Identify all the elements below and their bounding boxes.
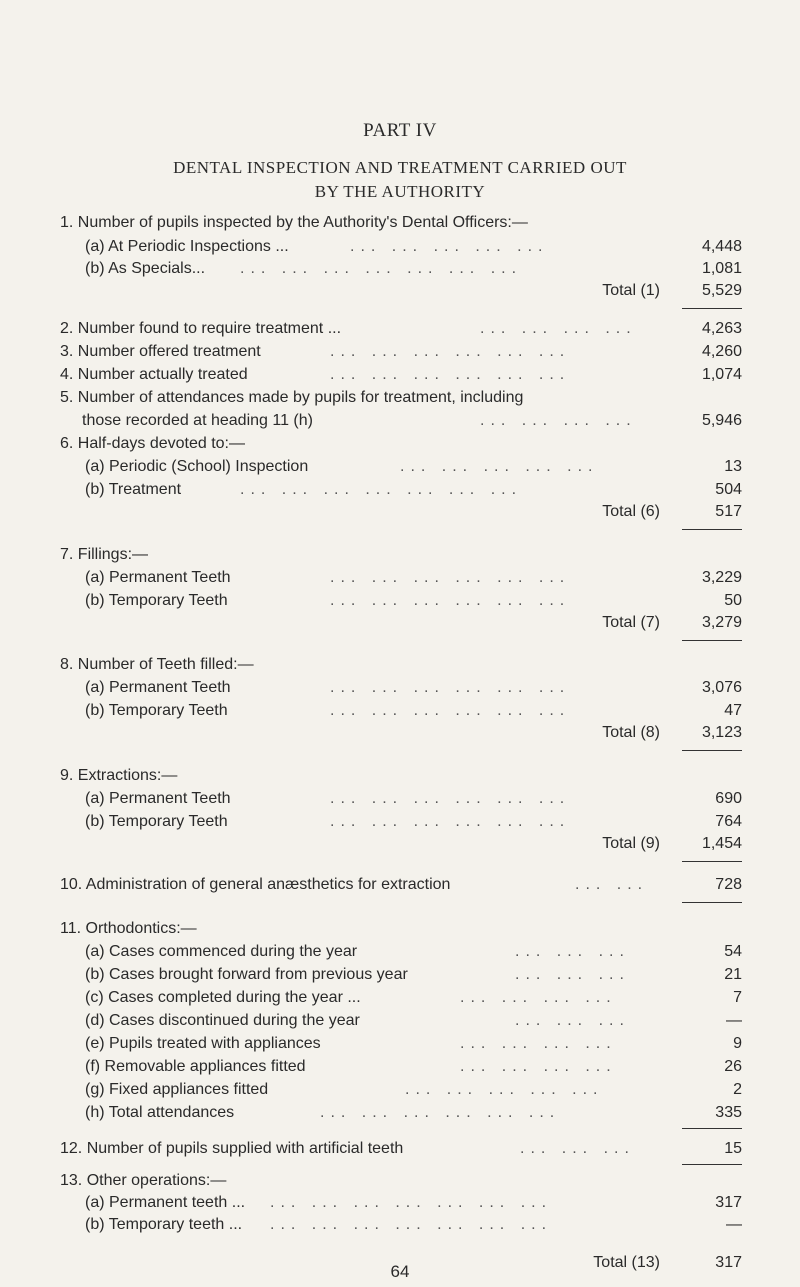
section-11e-label: (e) Pupils treated with appliances — [85, 1035, 321, 1052]
section-11f-value: 26 — [724, 1058, 742, 1075]
section-9b-label: (b) Temporary Teeth — [85, 813, 228, 830]
section-8-title: 8. Number of Teeth filled:— — [60, 656, 254, 673]
section-3-row: 3. Number offered treatment ... ... ... ... ... ... 4,260 — [60, 341, 742, 363]
section-8b-row: (b) Temporary Teeth ... ... ... ... ... ... 47 — [60, 700, 742, 722]
section-7a-value: 3,229 — [701, 569, 742, 586]
section-6a-value: 13 — [724, 458, 742, 475]
section-9a-row: (a) Permanent Teeth ... ... ... ... ... ... 690 — [60, 788, 742, 810]
section-2-label: 2. Number found to require treatment ... — [60, 320, 342, 337]
section-7a-row: (a) Permanent Teeth ... ... ... ... ... ... 3,229 — [60, 567, 742, 589]
section-9a-value: 690 — [715, 790, 742, 807]
section-11b-label: (b) Cases brought forward from previous year — [85, 966, 408, 983]
list-item: (g) Fixed appliances fitted ... ... ... ... ... 2 — [60, 1079, 742, 1101]
section-13b-row: (b) Temporary teeth ... ... ... ... ... ... ... ... — — [60, 1214, 742, 1236]
section-1a-row: (a) At Periodic Inspections ... ... ... ... ... ... 4,448 — [60, 236, 742, 258]
section-13-total-label: Total (13) — [593, 1254, 660, 1271]
section-1-title: 1. Number of pupils inspected by the Authority's Dental Officers:— — [60, 214, 528, 231]
page-number: 64 — [390, 1262, 410, 1281]
section-6-total-row — [60, 501, 742, 523]
section-1b-label: (b) As Specials... — [85, 260, 206, 277]
divider — [682, 1128, 742, 1129]
section-7a-label: (a) Permanent Teeth — [85, 569, 231, 586]
section-9b-row: (b) Temporary Teeth ... ... ... ... ... ... 764 — [60, 811, 742, 833]
section-8-total-value: 3,123 — [701, 724, 742, 741]
section-8a-row: (a) Permanent Teeth ... ... ... ... ... ... 3,076 — [60, 677, 742, 699]
section-1a-value: 4,448 — [701, 238, 742, 255]
section-13b-value: — — [726, 1216, 742, 1233]
list-item: (b) Cases brought forward from previous year ... ... ... 21 — [60, 964, 742, 986]
section-7b-row: (b) Temporary Teeth ... ... ... ... ... ... 50 — [60, 590, 742, 612]
section-7-total-row — [60, 612, 742, 634]
section-13a-label: (a) Permanent teeth ... — [85, 1194, 246, 1211]
section-13b-label: (b) Temporary teeth ... — [85, 1216, 243, 1233]
section-2-value: 4,263 — [701, 320, 742, 337]
section-8-total-row — [60, 722, 742, 744]
section-9-total-label: Total (9) — [602, 835, 660, 852]
section-10-label: 10. Administration of general anæsthetics for extraction — [60, 876, 451, 893]
section-9-total-value: 1,454 — [701, 835, 742, 852]
list-item: (f) Removable appliances fitted ... ... ... ... 26 — [60, 1056, 742, 1078]
section-1a-label: (a) At Periodic Inspections ... — [85, 238, 289, 255]
section-11a-value: 54 — [724, 943, 742, 960]
page-title-line1: DENTAL INSPECTION AND TREATMENT CARRIED OUT — [173, 158, 627, 177]
section-3-value: 4,260 — [701, 343, 742, 360]
section-7-title-row — [60, 544, 742, 566]
section-6-total-value: 517 — [715, 503, 742, 520]
section-13a-value: 317 — [715, 1194, 742, 1211]
divider — [682, 861, 742, 862]
section-5-row — [60, 387, 742, 409]
section-12-row: 12. Number of pupils supplied with artificial teeth ... ... ... 15 — [60, 1138, 742, 1160]
section-13-total-value: 317 — [715, 1254, 742, 1271]
section-11d-label: (d) Cases discontinued during the year — [85, 1012, 360, 1029]
section-11h-value: 335 — [715, 1104, 742, 1121]
section-9b-value: 764 — [715, 813, 742, 830]
list-item: (d) Cases discontinued during the year ... ... ... — — [60, 1010, 742, 1032]
section-12-value: 15 — [724, 1140, 742, 1157]
section-1-total-value: 5,529 — [701, 282, 742, 299]
section-10-row: 10. Administration of general anæsthetics for extraction ... ... 728 — [60, 874, 742, 896]
section-8-title-row — [60, 654, 742, 676]
section-11-title: 11. Orthodontics:— — [60, 920, 197, 937]
section-5-row2: those recorded at heading 11 (h) ... ... ... ... 5,946 — [60, 410, 742, 432]
divider — [682, 308, 742, 309]
section-1-title-row — [60, 212, 742, 234]
section-8a-label: (a) Permanent Teeth — [85, 679, 231, 696]
section-7b-label: (b) Temporary Teeth — [85, 592, 228, 609]
divider — [682, 640, 742, 641]
section-7-total-value: 3,279 — [701, 614, 742, 631]
section-9-title-row — [60, 765, 742, 787]
list-item: (a) Cases commenced during the year ... ... ... 54 — [60, 941, 742, 963]
section-13a-row: (a) Permanent teeth ... ... ... ... ... ... ... ... 317 — [60, 1192, 742, 1214]
list-item: (h) Total attendances ... ... ... ... ... ... 335 — [60, 1102, 742, 1124]
section-6-title: 6. Half-days devoted to:— — [60, 435, 245, 452]
section-13-title-row — [60, 1170, 742, 1192]
section-8a-value: 3,076 — [701, 679, 742, 696]
section-8-total-label: Total (8) — [602, 724, 660, 741]
section-8b-value: 47 — [724, 702, 742, 719]
section-7-total-label: Total (7) — [602, 614, 660, 631]
page-title-line2: BY THE AUTHORITY — [314, 182, 486, 201]
list-item: (e) Pupils treated with appliances ... ... ... ... 9 — [60, 1033, 742, 1055]
section-4-label: 4. Number actually treated — [60, 366, 248, 383]
section-6-total-label: Total (6) — [602, 503, 660, 520]
section-11f-label: (f) Removable appliances fitted — [85, 1058, 306, 1075]
section-6b-value: 504 — [715, 481, 742, 498]
section-2-row: 2. Number found to require treatment ... ... ... ... ... 4,263 — [60, 318, 742, 340]
section-11-title-row — [60, 918, 742, 940]
section-9-total-row — [60, 833, 742, 855]
part-heading: PART IV — [363, 120, 437, 141]
section-5-line1: 5. Number of attendances made by pupils for treatment, including — [60, 389, 524, 406]
section-11b-value: 21 — [724, 966, 742, 983]
section-6-title-row — [60, 433, 742, 455]
section-9a-label: (a) Permanent Teeth — [85, 790, 231, 807]
section-9-title: 9. Extractions:— — [60, 767, 178, 784]
section-13-title: 13. Other operations:— — [60, 1172, 227, 1189]
section-6a-label: (a) Periodic (School) Inspection — [85, 458, 309, 475]
section-7-title: 7. Fillings:— — [60, 546, 149, 563]
section-11g-value: 2 — [733, 1081, 742, 1098]
divider — [682, 529, 742, 530]
section-1b-row: (b) As Specials... ... ... ... ... ... ... ... 1,081 — [60, 258, 742, 280]
list-item: (c) Cases completed during the year ... ... ... ... ... 7 — [60, 987, 742, 1009]
section-5-line2: those recorded at heading 11 (h) — [82, 412, 313, 429]
section-7b-value: 50 — [724, 592, 742, 609]
section-11a-label: (a) Cases commenced during the year — [85, 943, 358, 960]
section-11g-label: (g) Fixed appliances fitted — [85, 1081, 269, 1098]
section-11c-label: (c) Cases completed during the year ... — [85, 989, 361, 1006]
section-11h-label: (h) Total attendances — [85, 1104, 235, 1121]
section-6a-row: (a) Periodic (School) Inspection ... ... ... ... ... 13 — [60, 456, 742, 478]
section-11c-value: 7 — [733, 989, 742, 1006]
divider — [682, 902, 742, 903]
section-11e-value: 9 — [733, 1035, 742, 1052]
section-8b-label: (b) Temporary Teeth — [85, 702, 228, 719]
section-6b-label: (b) Treatment — [85, 481, 182, 498]
section-12-label: 12. Number of pupils supplied with artificial teeth — [60, 1140, 404, 1157]
section-1b-value: 1,081 — [701, 260, 742, 277]
section-4-value: 1,074 — [701, 366, 742, 383]
section-1-total-row — [60, 280, 742, 302]
section-4-row: 4. Number actually treated ... ... ... ... ... ... 1,074 — [60, 364, 742, 386]
section-10-value: 728 — [715, 876, 742, 893]
section-1-total-label: Total (1) — [602, 282, 660, 299]
divider — [682, 750, 742, 751]
divider — [682, 1164, 742, 1165]
section-3-label: 3. Number offered treatment — [60, 343, 261, 360]
section-11d-value: — — [726, 1012, 742, 1029]
section-5-value: 5,946 — [701, 412, 742, 429]
section-6b-row: (b) Treatment ... ... ... ... ... ... ... 504 — [60, 479, 742, 501]
